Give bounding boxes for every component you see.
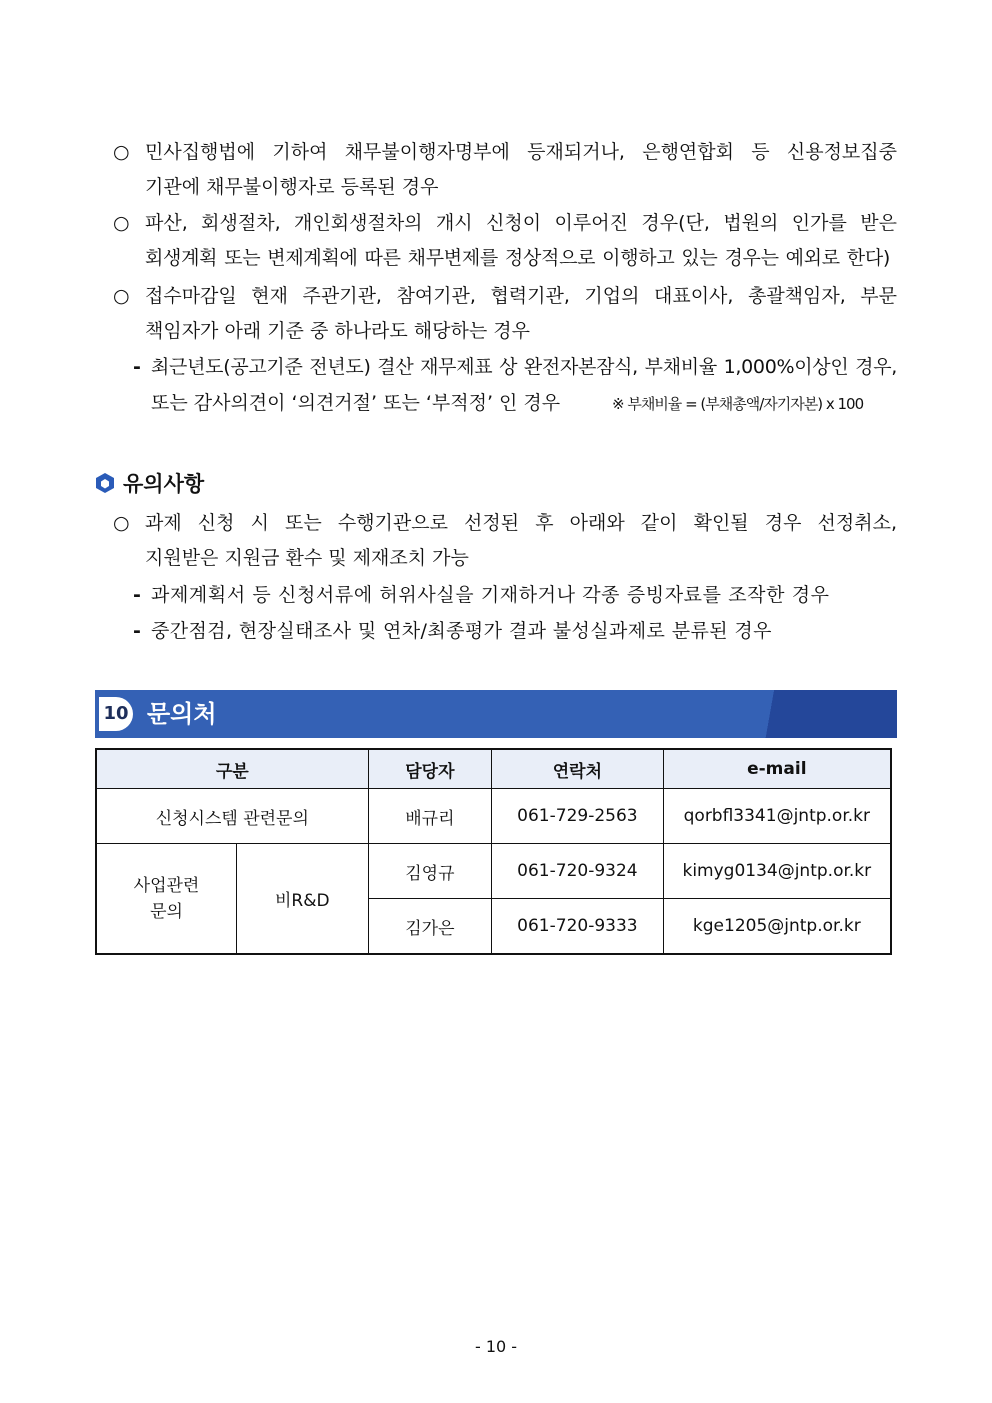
row-phone: 061-720-9324	[492, 844, 663, 899]
row-email: kimyg0134@jntp.or.kr	[663, 844, 891, 899]
circle-bullet: ○	[113, 212, 130, 234]
section-title: 문의처	[147, 700, 217, 728]
item-1-line-2: 기관에 채무불이행자로 등록된 경우	[145, 176, 439, 198]
header-person: 담당자	[368, 749, 492, 789]
row-phone: 061-720-9333	[492, 899, 663, 955]
page-number: - 10 -	[474, 1337, 518, 1356]
section-number: 10	[99, 697, 133, 731]
notice-title: 유의사항	[123, 472, 205, 496]
table-header-row	[96, 749, 891, 789]
header-phone: 연락처	[492, 749, 663, 789]
row-person: 배규리	[368, 789, 492, 844]
row-group-category: 사업관련 문의	[96, 844, 236, 955]
row-person: 김가은	[368, 899, 492, 955]
sub-item-line-2: 또는 감사의견이 ‘의견거절’ 또는 ‘부적정’ 인 경우	[151, 392, 561, 414]
item-1-line-1: 민사집행법에 기하여 채무불이행자명부에 등재되거나, 은행연합회 등 신용정보집중	[145, 141, 897, 163]
debt-ratio-note: ※ 부채비율 = (부채총액/자기자본) x 100	[612, 395, 864, 413]
circle-bullet: ○	[113, 285, 130, 307]
hexagon-icon	[95, 472, 115, 494]
table-row	[96, 844, 891, 899]
sub-item-line-1: 최근년도(공고기준 전년도) 결산 재무제표 상 완전자본잠식, 부채비율 1,000%이상인 경우,	[151, 356, 897, 378]
contact-table	[95, 748, 892, 955]
notice-item-line-1: 과제 신청 시 또는 수행기관으로 선정된 후 아래와 같이 확인될 경우 선정취소,	[145, 512, 897, 534]
row-group-sub: 비R&D	[236, 844, 368, 955]
item-3-line-2: 책임자가 아래 기준 중 하나라도 해당하는 경우	[145, 320, 530, 342]
notice-heading	[95, 468, 204, 498]
item-2-line-2: 회생계획 또는 변제계획에 따른 채무변제를 정상적으로 이행하고 있는 경우는 예외로 한다)	[145, 247, 890, 269]
item-3-line-1: 접수마감일 현재 주관기관, 참여기관, 협력기관, 기업의 대표이사, 총괄책임자, 부문	[145, 285, 897, 307]
notice-sub-2: 중간점검, 현장실태조사 및 연차/최종평가 결과 불성실과제로 분류된 경우	[151, 620, 772, 642]
dash-bullet: -	[133, 356, 141, 378]
row-person: 김영규	[368, 844, 492, 899]
item-2-line-1: 파산, 회생절차, 개인회생절차의 개시 신청이 이루어진 경우(단, 법원의 인가를 받은	[145, 212, 897, 234]
row-category: 신청시스템 관련문의	[96, 789, 368, 844]
circle-bullet: ○	[113, 141, 130, 163]
row-phone: 061-729-2563	[492, 789, 663, 844]
circle-bullet: ○	[113, 512, 130, 534]
header-email: e-mail	[663, 749, 891, 789]
dash-bullet: -	[133, 584, 141, 606]
header-category: 구분	[96, 749, 368, 789]
table-row	[96, 789, 891, 844]
row-email: qorbfl3341@jntp.or.kr	[663, 789, 891, 844]
notice-item-line-2: 지원받은 지원금 환수 및 제재조치 가능	[145, 547, 469, 569]
row-email: kge1205@jntp.or.kr	[663, 899, 891, 955]
notice-sub-1: 과제계획서 등 신청서류에 허위사실을 기재하거나 각종 증빙자료를 조작한 경우	[151, 584, 830, 606]
section-header-bar	[95, 690, 897, 738]
dash-bullet: -	[133, 620, 141, 642]
